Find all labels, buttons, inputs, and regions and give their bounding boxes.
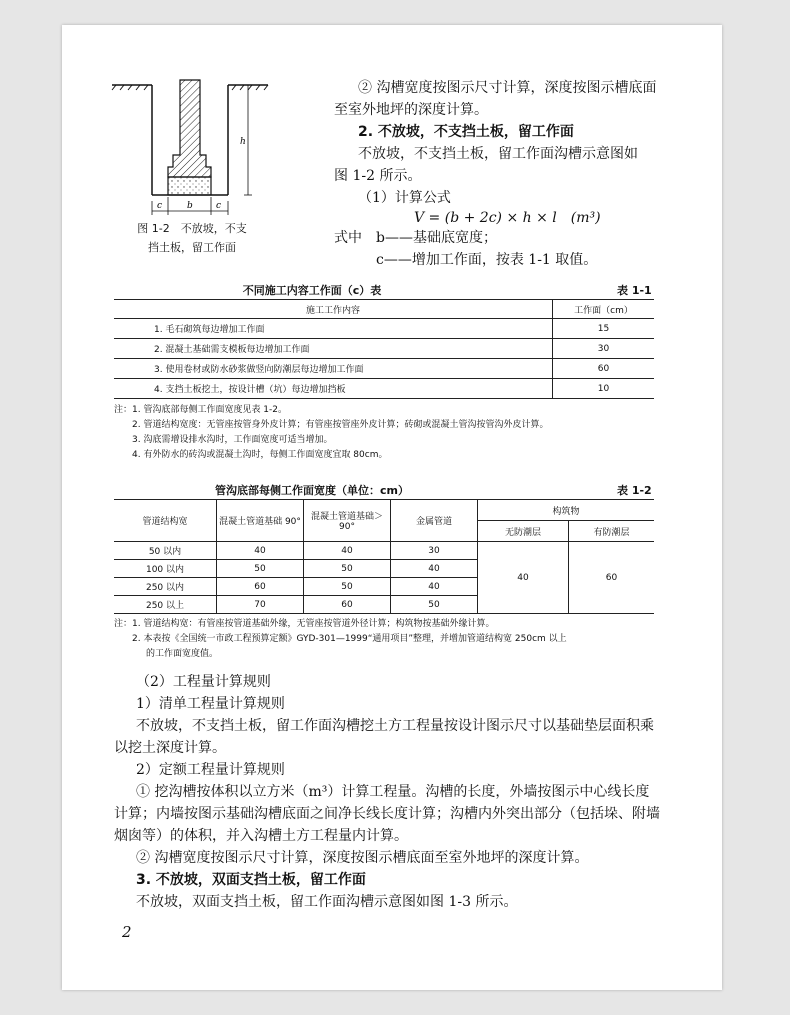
table1-cell: 1. 毛石砌筑每边增加工作面 [114,319,553,339]
table2-cell: 50 [304,560,391,578]
table1-cell: 15 [553,319,655,339]
table1-header-content: 施工工作内容 [114,300,553,319]
table2-merged-damp: 60 [569,542,655,614]
table2-header-damp: 有防潮层 [569,521,655,542]
p2-line2: 图 1-2 所示。 [334,168,422,184]
body-line: 计算；内墙按图示基础沟槽底面之间净长线长度计算；沟槽内外突出部分（包括垛、附墙 [114,806,660,822]
table1-cell: 3. 使用卷材或防水砂浆做竖向防潮层每边增加工作面 [114,359,553,379]
table2-cell: 30 [391,542,478,560]
p2-line1: 不放坡，不支挡土板，留工作面沟槽示意图如 [358,146,638,162]
where-label: 式中 [334,230,362,246]
body-line: ② 沟槽宽度按图示尺寸计算，深度按图示槽底面至室外地坪的深度计算。 [136,850,589,866]
table1-cell: 2. 混凝土基础需支模板每边增加工作面 [114,339,553,359]
table1-cell: 10 [553,379,655,399]
table2-cell: 50 [304,578,391,596]
table1-cell: 4. 支挡土板挖土，按设计槽（坑）每边增加挡板 [114,379,553,399]
table2-cell: 100 以内 [114,560,217,578]
table1 [114,299,654,399]
rules-title: （2）工程量计算规则 [136,674,271,690]
table1-number: 表 1-1 [617,284,652,297]
table1-note-3: 3. 沟底需增设排水沟时，工作面宽度可适当增加。 [132,435,333,445]
body-line: 不放坡，双面支挡土板，留工作面沟槽示意图如图 1-3 所示。 [136,894,518,910]
volume-formula: V = (b + 2c) × h × l (m³) [414,210,601,226]
table1-note-4: 4. 有外防水的砖沟或混凝土沟时，每侧工作面宽度宜取 80cm。 [132,450,388,460]
table2-note-3: 的工作面宽度值。 [146,649,219,659]
section-heading-3: 3. 不放坡，双面支挡土板，留工作面 [136,872,366,888]
table2-title: 管沟底部每侧工作面宽度（单位：cm） [215,484,409,497]
table2-cell: 50 [217,560,304,578]
where-c: c——增加工作面，按表 1-1 取值。 [376,252,598,268]
table2-merged-no-damp: 40 [478,542,569,614]
where-b: b——基础底宽度； [376,230,497,246]
table2-cell: 50 [391,596,478,614]
body-line: ① 挖沟槽按体积以立方米（m³）计算工程量。沟槽的长度，外墙按图示中心线长度 [136,784,650,800]
dim-h-label: h [240,137,246,147]
formula-title: （1）计算公式 [358,190,451,206]
table2-note-2: 2. 本表按《全国统一市政工程预算定额》GYD-301—1999“通用项目”整理，并增加管道结构宽 250cm 以上 [132,634,567,644]
table2-note-1: 注：1. 管道结构宽：有管座按管道基础外缘，无管座按管道外径计算；构筑物按基础外缘计算。 [114,619,495,629]
quota-rules-title: 2）定额工程量计算规则 [136,762,285,778]
table2-header-structure-width: 管道结构宽 [114,500,217,542]
table2-cell: 60 [217,578,304,596]
body-line: 烟囱等）的体积，并入沟槽土方工程量内计算。 [114,828,408,844]
table1-title: 不同施工内容工作面（c）表 [242,284,382,297]
section-heading-2: 2. 不放坡，不支挡土板，留工作面 [358,124,574,140]
table1-header-width: 工作面（cm） [553,300,655,319]
table2-header-concrete-gt90: 混凝土管道基础＞90° [304,500,391,542]
table2-cell: 40 [391,578,478,596]
body-line: 不放坡，不支挡土板，留工作面沟槽挖土方工程量按设计图示尺寸以基础垫层面积乘 [136,718,654,734]
page-number: 2 [122,923,132,941]
table1-note-2: 2. 管道结构宽度：无管座按管身外皮计算；有管座按管座外皮计算；砖砌或混凝土管沟按管沟外皮计算。 [132,420,549,430]
table2-cell: 40 [391,560,478,578]
table2-cell: 40 [304,542,391,560]
p1-line1: ② 沟槽宽度按图示尺寸计算，深度按图示槽底面 [358,80,657,96]
dim-b-label: b [187,201,193,211]
table2-cell: 50 以内 [114,542,217,560]
dim-c-left-label: c [157,201,163,211]
trench-figure [110,77,270,237]
body-line: 以挖土深度计算。 [114,740,226,756]
table2-cell: 70 [217,596,304,614]
document-page [62,25,722,990]
list-rules-title: 1）清单工程量计算规则 [136,696,285,712]
table2-header-structures: 构筑物 [478,500,655,521]
table2-header-metal: 金属管道 [391,500,478,542]
dim-c-right-label: c [216,201,222,211]
figure-caption-line1: 图 1-2 不放坡，不支 [137,222,247,235]
table2-number: 表 1-2 [617,484,652,497]
table1-cell: 60 [553,359,655,379]
table2-cell: 60 [304,596,391,614]
table2-cell: 250 以内 [114,578,217,596]
table2 [114,499,654,614]
figure-caption-line2: 挡土板，留工作面 [148,241,236,254]
table2-cell: 40 [217,542,304,560]
figure-caption [102,219,282,257]
table2-cell: 250 以上 [114,596,217,614]
p1-line2: 至室外地坪的深度计算。 [334,102,488,118]
table2-header-no-damp: 无防潮层 [478,521,569,542]
table1-cell: 30 [553,339,655,359]
table1-note-1: 注：1. 管沟底部每侧工作面宽度见表 1-2。 [114,405,288,415]
table2-header-concrete-90: 混凝土管道基础 90° [217,500,304,542]
